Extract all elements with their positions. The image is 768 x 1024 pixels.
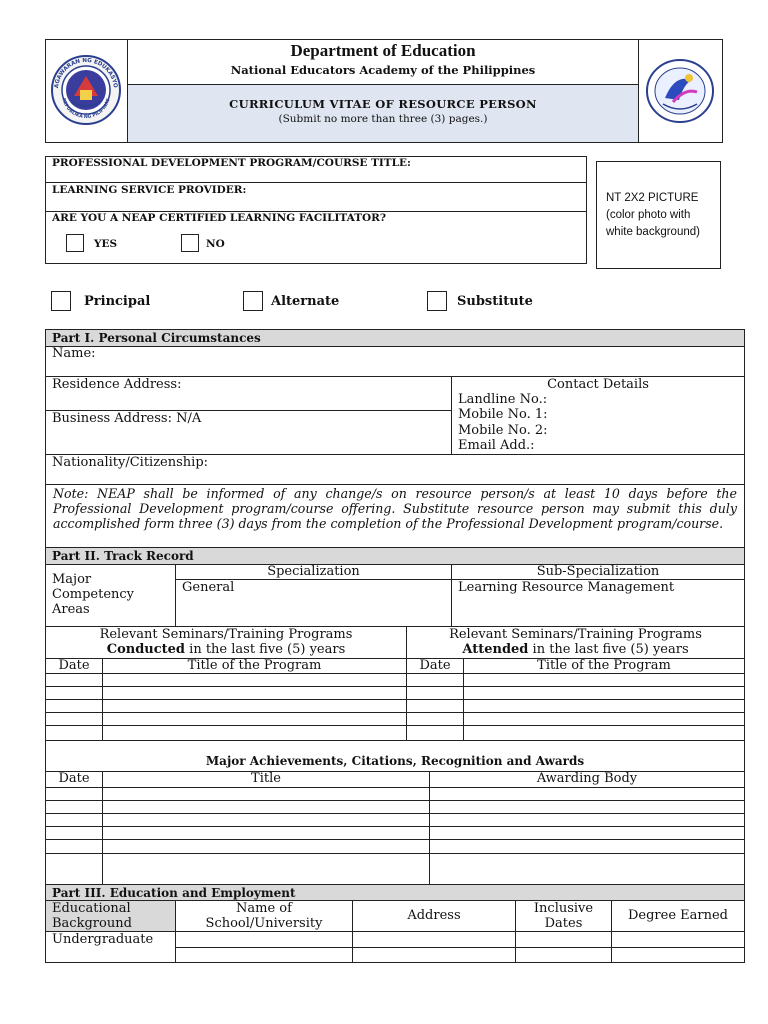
no-label: NO: [206, 238, 225, 250]
form-title-block: [128, 84, 638, 142]
form-title: CURRICULUM VITAE OF RESOURCE PERSON: [229, 97, 537, 111]
part3-header: Part III. Education and Employment: [46, 885, 744, 900]
program-info-box: [45, 156, 587, 264]
dates-header: Inclusive Dates: [533, 901, 594, 931]
mobile1-field[interactable]: Mobile No. 1:: [458, 407, 548, 422]
conducted-header: Relevant Seminars/Training Programs Conducted in the last five (5) years: [99, 627, 353, 657]
neap-note: Note: NEAP shall be informed of any change/s on resource person/s at least 10 days before the Professional Development program/course offering. Substitute resource person may submit this duly accomplished form three (3) days from the completion of the Professional Development program/course.: [53, 486, 737, 531]
neap-question: ARE YOU A NEAP CERTIFIED LEARNING FACILITATOR?: [52, 212, 387, 224]
provider-label: LEARNING SERVICE PROVIDER:: [52, 184, 247, 196]
conducted-title-header: Title of the Program: [187, 658, 322, 673]
photo-line-3: white background): [606, 226, 700, 238]
deped-seal-text: [50, 54, 122, 126]
department-title: Department of Education: [290, 41, 476, 60]
name-field[interactable]: Name:: [52, 346, 96, 361]
edu-bg-label: Educational Background: [52, 901, 132, 931]
contact-details-title: Contact Details: [547, 377, 649, 392]
achievements-title: Major Achievements, Citations, Recognition and Awards: [205, 754, 585, 768]
part2-header: Part II. Track Record: [46, 548, 744, 564]
sub-specialization-value[interactable]: Learning Resource Management: [458, 580, 675, 595]
form-subtitle: (Submit no more than three (3) pages.): [278, 113, 488, 125]
program-title-label: PROFESSIONAL DEVELOPMENT PROGRAM/COURSE TITLE:: [52, 157, 411, 169]
specialization-value[interactable]: General: [182, 580, 235, 595]
specialization-header: Specialization: [267, 564, 360, 579]
svg-text:REPUBLIKA NG PILIPINAS: REPUBLIKA NG PILIPINAS: [60, 97, 112, 121]
mobile2-field[interactable]: Mobile No. 2:: [458, 423, 548, 438]
email-field[interactable]: Email Add.:: [458, 438, 535, 453]
photo-line-2: (color photo with: [606, 209, 691, 221]
substitute-checkbox[interactable]: [427, 291, 447, 311]
major-competency-label: Major Competency Areas: [52, 572, 135, 617]
part1-header: Part I. Personal Circumstances: [46, 330, 744, 346]
undergraduate-label: Undergraduate: [52, 932, 154, 947]
landline-field[interactable]: Landline No.:: [458, 392, 548, 407]
academy-title: National Educators Academy of the Philippines: [230, 63, 536, 77]
attended-header: Relevant Seminars/Training Programs Attended in the last five (5) years: [449, 627, 702, 657]
no-checkbox[interactable]: [181, 234, 199, 252]
photo-line-1: NT 2X2 PICTURE: [606, 192, 699, 204]
ach-date-header: Date: [58, 771, 90, 786]
yes-label: YES: [94, 238, 118, 250]
principal-checkbox[interactable]: [51, 291, 71, 311]
header-title-block: [128, 40, 638, 84]
address-header: Address: [407, 908, 461, 923]
yes-checkbox[interactable]: [66, 234, 84, 252]
neap-seal-logo: [645, 58, 715, 124]
conducted-date-header: Date: [58, 658, 90, 673]
svg-text:KAGAWARAN NG EDUKASYON: AGAWARAN NG EDUKASYO: [53, 57, 118, 89]
ach-title-header: Title: [251, 771, 281, 786]
sub-specialization-header: Sub-Specialization: [536, 564, 660, 579]
principal-label: Principal: [84, 294, 151, 309]
nationality-field[interactable]: Nationality/Citizenship:: [52, 455, 209, 470]
substitute-label: Substitute: [457, 294, 533, 309]
school-header: Name of School/University: [205, 901, 323, 931]
residence-address-field[interactable]: Residence Address:: [52, 377, 182, 392]
degree-header: Degree Earned: [627, 908, 728, 923]
attended-title-header: Title of the Program: [537, 658, 671, 673]
attended-date-header: Date: [419, 658, 451, 673]
photo-box[interactable]: [596, 161, 721, 269]
ach-body-header: Awarding Body: [536, 771, 638, 786]
alternate-label: Alternate: [271, 294, 340, 309]
business-address-field[interactable]: Business Address: N/A: [52, 411, 202, 426]
alternate-checkbox[interactable]: [243, 291, 263, 311]
